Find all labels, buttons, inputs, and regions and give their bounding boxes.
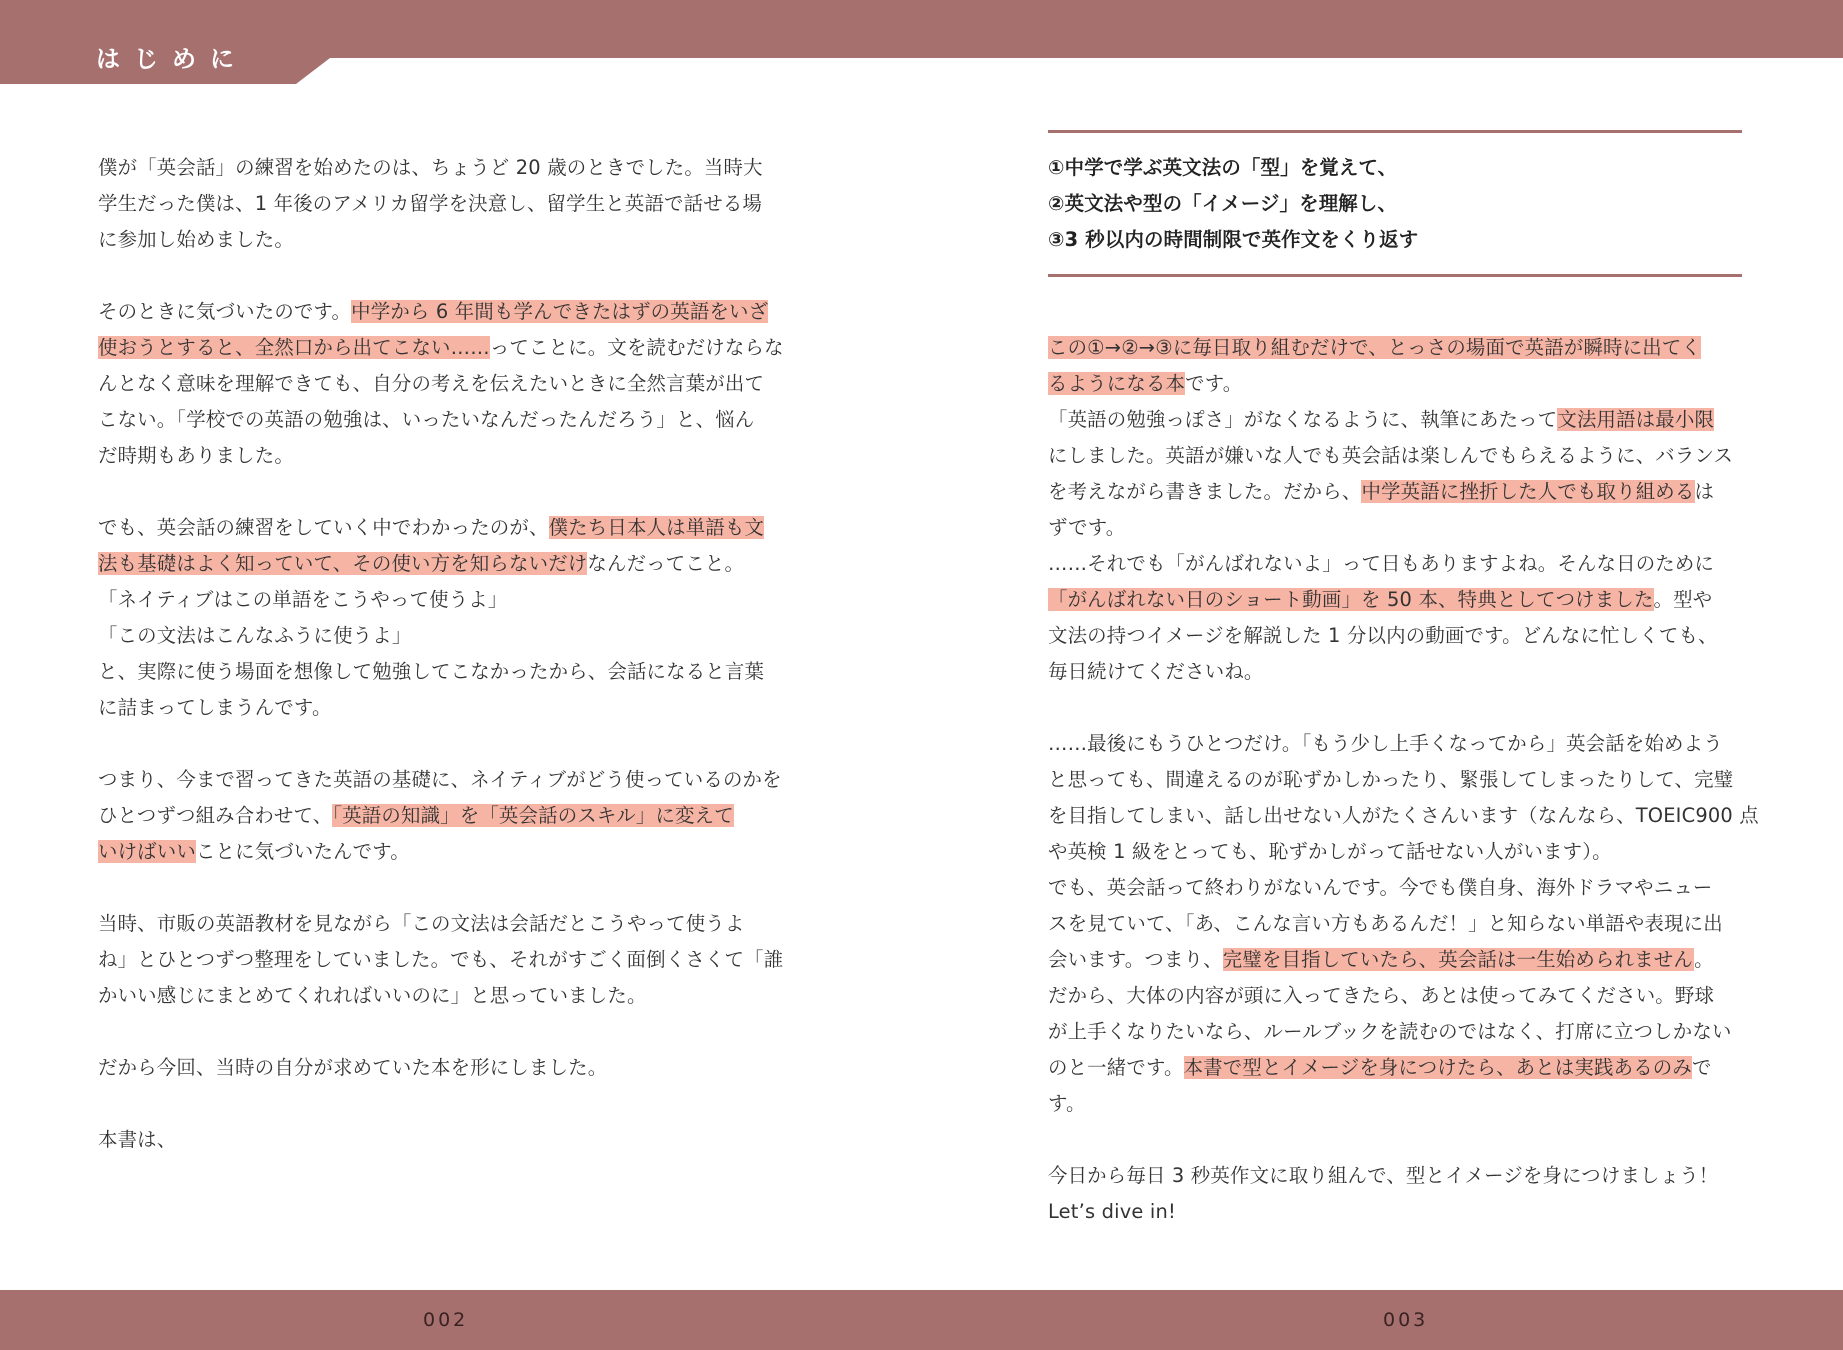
left-page-body — [98, 150, 798, 1158]
text-span: を考えながら書きました。だから、 — [1048, 480, 1362, 503]
paragraph — [98, 906, 798, 1014]
highlighted-text: いけばいい — [98, 840, 196, 863]
highlighted-text: 中学英語に挫折した人でも取り組める — [1361, 480, 1695, 503]
text-line: ね」とひとつずつ整理をしていました。でも、それがすごく面倒くさくて「誰 — [98, 948, 784, 971]
method-step-1: ①中学で学ぶ英文法の「型」を覚えて、 — [1048, 156, 1398, 179]
text-line: こない。「学校での英語の勉強は、いったいなんだったんだろう」と、悩ん — [98, 408, 755, 431]
text-span: でも、英会話の練習をしていく中でわかったのが、 — [98, 516, 549, 539]
text-line: だから今回、当時の自分が求めていた本を形にしました。 — [98, 1056, 608, 1079]
paragraph — [1048, 726, 1759, 1122]
method-step-2: ②英文法や型の「イメージ」を理解し、 — [1048, 192, 1398, 215]
text-line: 「この文法はこんなふうに使うよ」 — [98, 624, 412, 647]
text-line — [98, 510, 798, 546]
text-line — [98, 546, 798, 582]
highlighted-text: 文法用語は最小限 — [1557, 408, 1715, 431]
page-number-left: 002 — [423, 1309, 469, 1331]
paragraph — [98, 150, 798, 258]
paragraph — [1048, 330, 1748, 690]
highlighted-text: 法も基礎はよく知っていて、その使い方を知らないだけ — [98, 552, 588, 575]
paragraph — [98, 1050, 798, 1086]
text-span: で — [1691, 1056, 1712, 1079]
text-line: 文法の持つイメージを解説した 1 分以内の動画です。どんなに忙しくても、 — [1048, 624, 1718, 647]
text-span: ひとつずつ組み合わせて、 — [98, 804, 333, 827]
text-line — [1048, 1050, 1748, 1086]
box-top-rule — [1048, 130, 1742, 133]
text-span: そのときに気づいたのです。 — [98, 300, 352, 323]
text-line: 毎日続けてくださいね。 — [1048, 660, 1264, 683]
highlighted-text: 中学から 6 年間も学んできたはずの英語をいざ — [351, 300, 769, 323]
text-span: のと一緒です。 — [1048, 1056, 1184, 1079]
page-title: はじめに — [96, 45, 248, 73]
highlighted-text: 「がんばれない日のショート動画」を 50 本、特典としてつけました — [1048, 588, 1654, 611]
text-line: ……最後にもうひとつだけ。「もう少し上手くなってから」英会話を始めよう — [1048, 732, 1723, 755]
paragraph — [98, 294, 798, 474]
text-span: 会います。つまり、 — [1048, 948, 1223, 971]
text-line: に参加し始めました。 — [98, 228, 294, 251]
text-line: ずです。 — [1048, 516, 1126, 539]
highlighted-text: 完璧を目指していたら、英会話は一生始められません — [1222, 948, 1695, 971]
text-line — [1048, 366, 1748, 402]
text-line — [1048, 474, 1748, 510]
text-span: なんだってこと。 — [587, 552, 745, 575]
text-line: スを見ていて、「あ、こんな言い方もあるんだ！」と知らない単語や表現に出 — [1048, 912, 1723, 935]
text-line — [98, 798, 798, 834]
header-tab-shape — [0, 0, 1843, 86]
text-line: に詰まってしまうんです。 — [98, 696, 332, 719]
text-line: 学生だった僕は、1 年後のアメリカ留学を決意し、留学生と英語で話せる場 — [98, 192, 763, 215]
text-line: にしました。英語が嫌いな人でも英会話は楽しんでもらえるように、バランス — [1048, 444, 1734, 467]
text-line: 「ネイティブはこの単語をこうやって使うよ」 — [98, 588, 508, 611]
text-line: と、実際に使う場面を想像して勉強してこなかったから、会話になると言葉 — [98, 660, 765, 683]
highlighted-text: 僕たち日本人は単語も文 — [548, 516, 765, 539]
text-line — [1048, 330, 1748, 366]
highlighted-text: 使おうとすると、全然口から出てこない…… — [98, 336, 490, 359]
text-line: んとなく意味を理解できても、自分の考えを伝えたいときに全然言葉が出て — [98, 372, 765, 395]
text-line: と思っても、間違えるのが恥ずかしかったり、緊張してしまったりして、完璧 — [1048, 768, 1734, 791]
highlighted-text: この①→②→③に毎日取り組むだけで、とっさの場面で英語が瞬時に出てく — [1048, 336, 1701, 359]
text-line: や英検 1 級をとっても、恥ずかしがって話せない人がいます）。 — [1048, 840, 1612, 863]
text-span: は — [1694, 480, 1715, 503]
text-line — [1048, 402, 1748, 438]
text-line: だ時期もありました。 — [98, 444, 294, 467]
highlighted-text: るようになる本 — [1048, 372, 1186, 395]
text-line: でも、英会話って終わりがないんです。今でも僕自身、海外ドラマやニュー — [1048, 876, 1713, 899]
text-span: 「英語の勉強っぽさ」がなくなるように、執筆にあたって — [1048, 408, 1558, 431]
text-line: す。 — [1048, 1092, 1086, 1115]
text-line: Let’s dive in! — [1048, 1200, 1176, 1223]
text-line: つまり、今まで習ってきた英語の基礎に、ネイティブがどう使っているのかを — [98, 768, 782, 791]
highlighted-text: 「英語の知識」を「英会話のスキル」に変えて — [332, 804, 734, 827]
text-line: 当時、市販の英語教材を見ながら「この文法は会話だとこうやって使うよ — [98, 912, 745, 935]
text-span: です。 — [1185, 372, 1243, 395]
text-line — [98, 834, 798, 870]
paragraph — [98, 762, 798, 870]
paragraph — [98, 1122, 798, 1158]
text-line: 僕が「英会話」の練習を始めたのは、ちょうど 20 歳のときでした。当時大 — [98, 156, 763, 179]
highlighted-text: 本書で型とイメージを身につけたら、あとは実践あるのみ — [1183, 1056, 1692, 1079]
paragraph — [98, 510, 798, 726]
text-line: ……それでも「がんばれないよ」って日もありますよね。そんな日のために — [1048, 552, 1715, 575]
text-span: ことに気づいたんです。 — [195, 840, 410, 863]
method-step-3: ③3 秒以内の時間制限で英作文をくり返す — [1048, 228, 1419, 251]
text-line — [1048, 942, 1748, 978]
method-box — [1048, 150, 1748, 258]
right-page-body — [1048, 150, 1759, 1230]
text-line: 今日から毎日 3 秒英作文に取り組んで、型とイメージを身につけましょう！ — [1048, 1164, 1719, 1187]
text-line: かいい感じにまとめてくれればいいのに」と思っていました。 — [98, 984, 647, 1007]
text-line: を目指してしまい、話し出せない人がたくさんいます（なんなら、TOEIC900 点 — [1048, 804, 1759, 827]
text-line — [98, 294, 798, 330]
page-number-right: 003 — [1383, 1309, 1429, 1331]
text-line: が上手くなりたいなら、ルールブックを読むのではなく、打席に立つしかない — [1048, 1020, 1732, 1043]
text-span: 。 — [1694, 948, 1714, 971]
text-span: 。型や — [1653, 588, 1713, 611]
text-line: 本書は、 — [98, 1128, 177, 1151]
text-line — [98, 330, 798, 366]
footer-band — [0, 1290, 1843, 1350]
text-line: だから、大体の内容が頭に入ってきたら、あとは使ってみてください。野球 — [1048, 984, 1715, 1007]
text-line — [1048, 582, 1748, 618]
text-span: ってことに。文を読むだけならな — [489, 336, 784, 359]
paragraph — [1048, 1158, 1748, 1230]
